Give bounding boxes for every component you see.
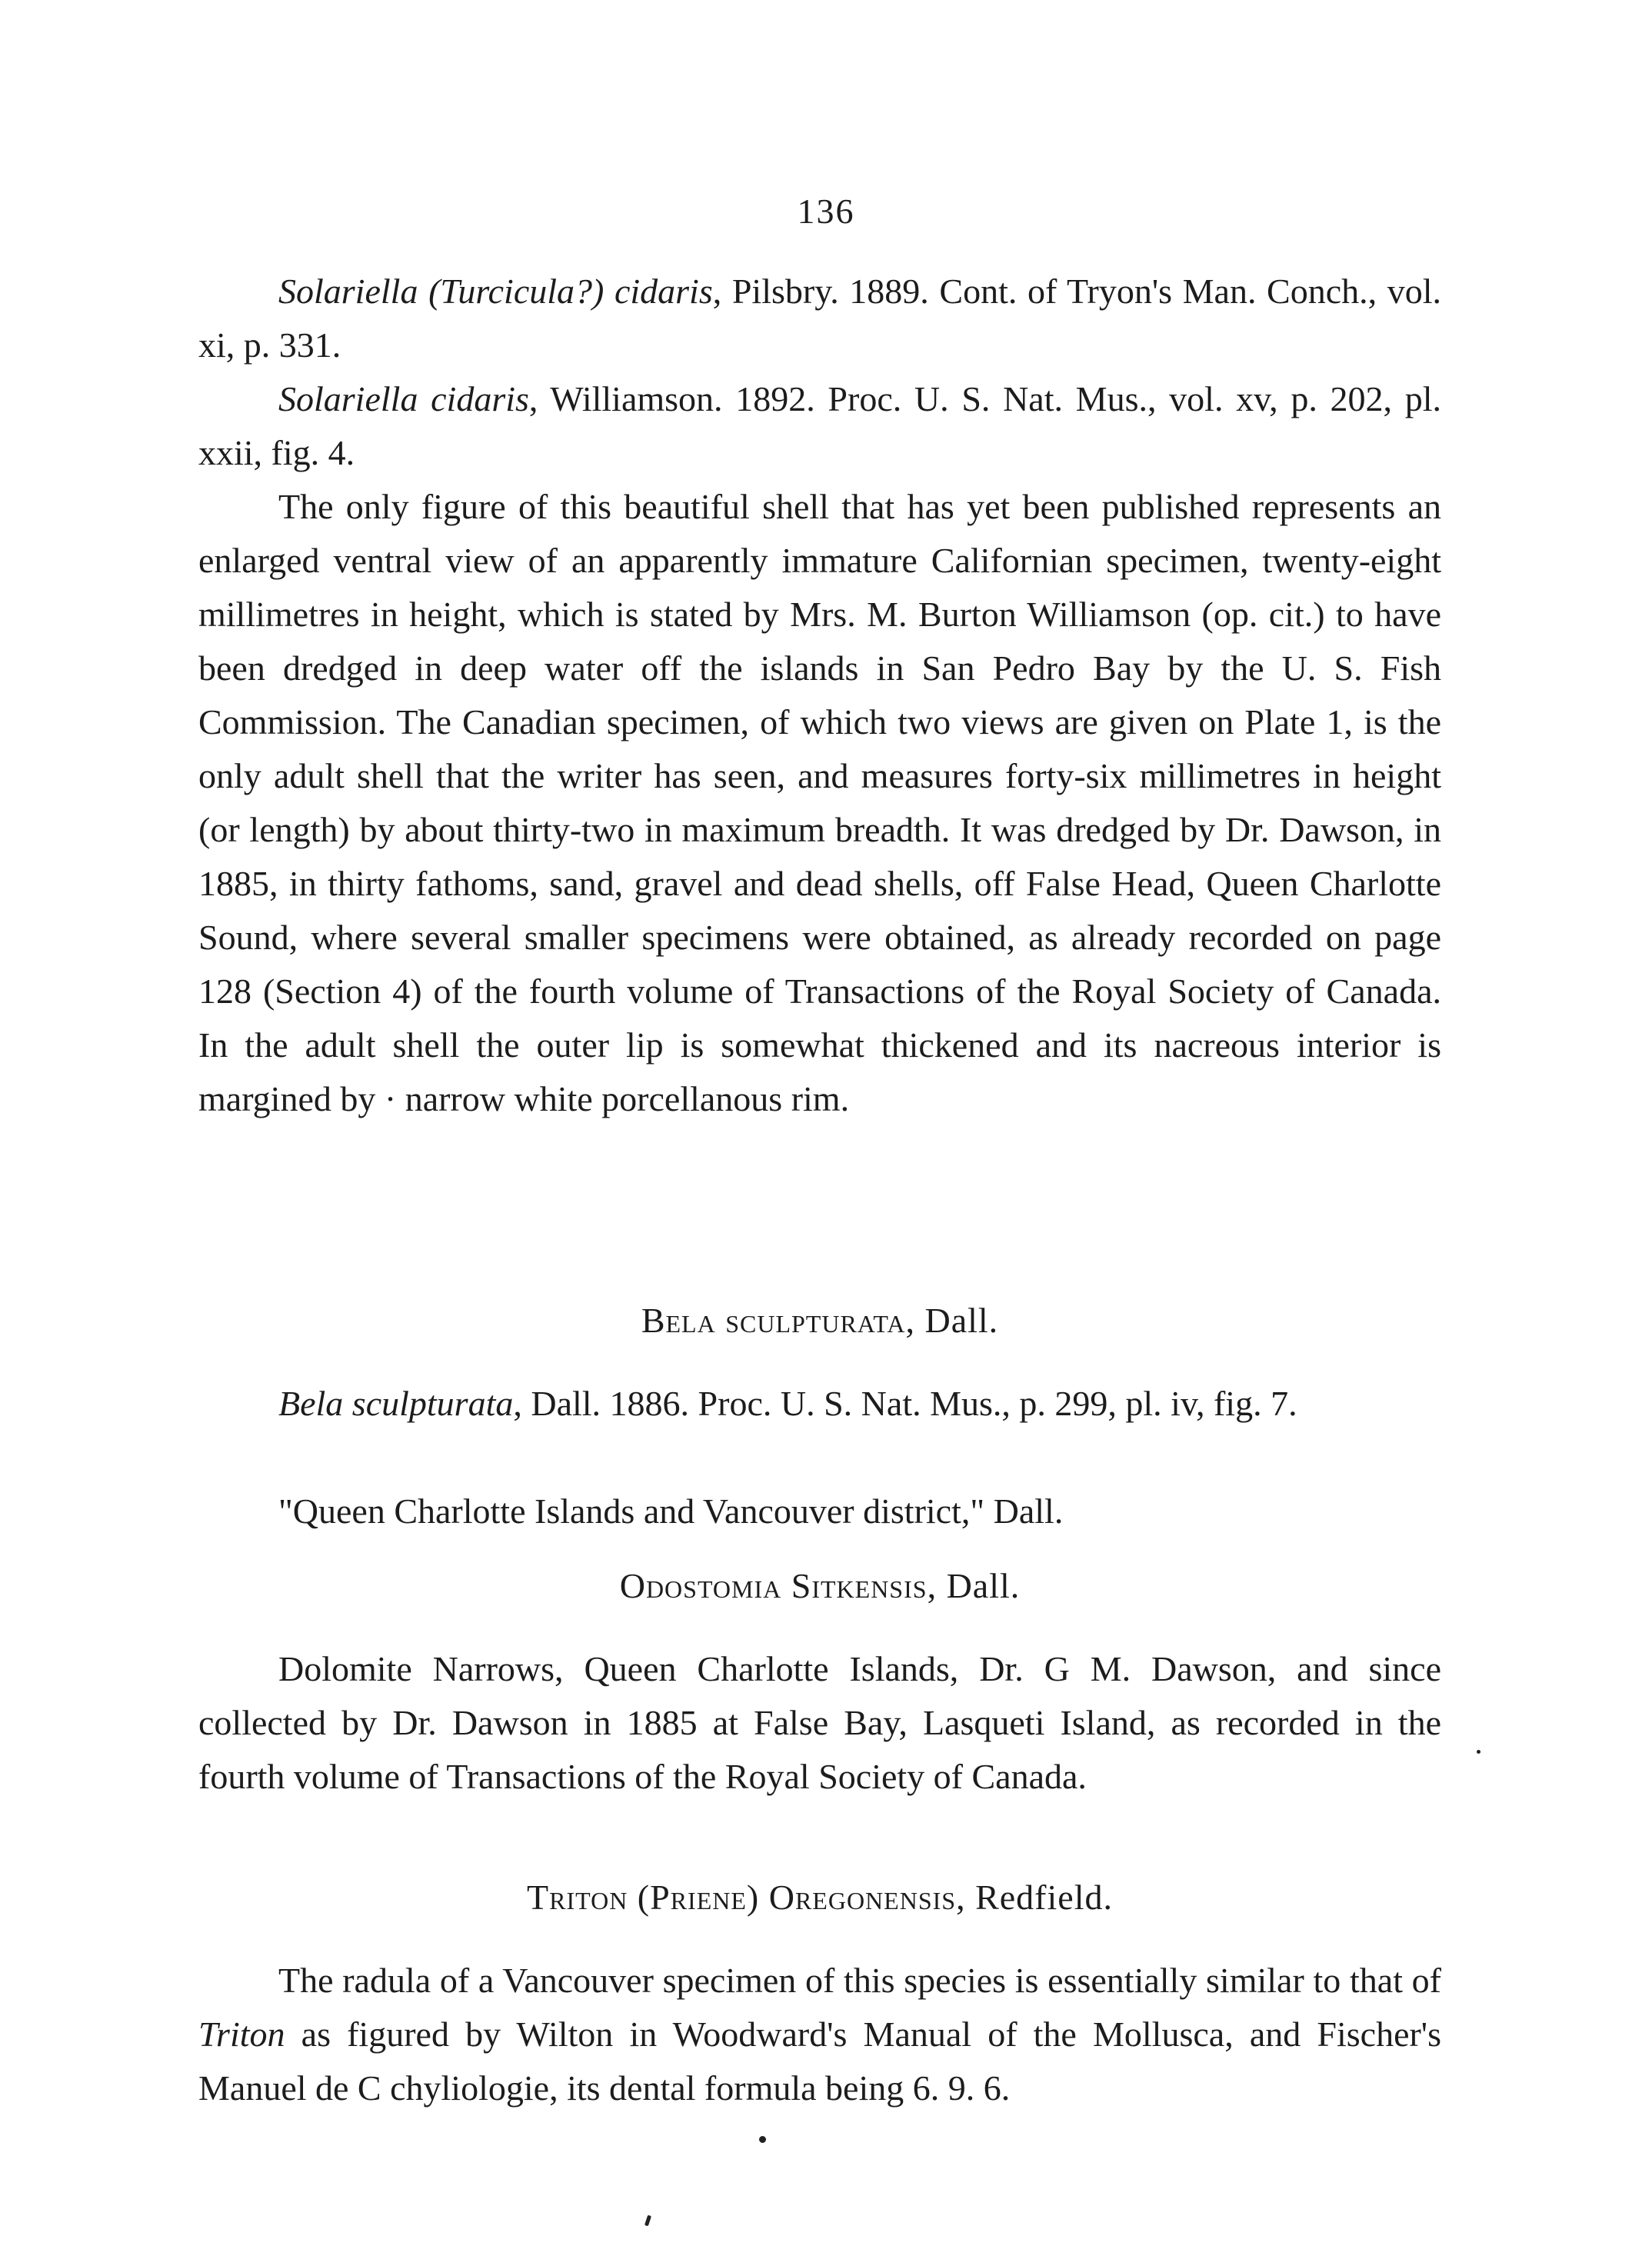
- body-text: The radula of a Vancouver specimen of this species is essentially similar to that of: [278, 1961, 1441, 2000]
- paragraph-triton-radula: [198, 1954, 1441, 2115]
- reference-solariella-pilsbry: [198, 265, 1441, 372]
- scan-speck: [644, 2215, 651, 2227]
- quote-bela-locality: [198, 1485, 1441, 1538]
- locality-quote: "Queen Charlotte Islands and Vancouver district," Dall.: [278, 1491, 1064, 1531]
- scan-speck: [1477, 1750, 1480, 1754]
- taxon-name: Solariella cidaris: [278, 379, 529, 418]
- taxon-name: Bela sculpturata: [278, 1384, 514, 1423]
- taxon-name: Triton: [198, 2014, 285, 2054]
- body-text: as figured by Wilton in Woodward's Manual of the Mollusca, and Fischer's Manuel de C chyliologie, its dental formula being 6. 9. 6.: [198, 2014, 1441, 2108]
- heading-author: , Dall.: [927, 1566, 1021, 1605]
- body-paragraph: The only figure of this beautiful shell that has yet been published represents an enlarged ventral view of an apparently immature Californian specimen, twenty-eight millimetres in height, which is stated by Mrs. M. Burton Williamson (op. cit.) to have been dredged in deep water off the islands in San Pedro Bay by the U. S. Fish Commission. The Canadian specimen, of which two views are given on Plate 1, is the only adult shell that the writer has seen, and measures forty-six millimetres in height (or length) by about thirty-two in maximum breadth. It was dredged by Dr. Dawson, in 1885, in thirty fathoms, sand, gravel and dead shells, off False Head, Queen Charlotte Sound, where several smaller specimens were obtained, as already recorded on page 128 (Section 4) of the fourth volume of Transactions of the Royal Society of Canada. In the adult shell the outer lip is somewhat thickened and its nacreous interior is margined by · narrow white porcellanous rim.: [198, 487, 1441, 1118]
- citation-text: , Pilsbry. 1889. Cont. of Tryon's Man. Conch., vol. xi, p. 331.: [198, 272, 1442, 365]
- section-heading-bela: [198, 1300, 1441, 1341]
- section-heading-triton: [198, 1877, 1441, 1918]
- page-number: 136: [797, 192, 855, 231]
- section-heading-odostomia: [198, 1565, 1441, 1606]
- body-paragraph: Dolomite Narrows, Queen Charlotte Islands, Dr. G M. Dawson, and since collected by Dr. Dawson in 1885 at False Bay, Lasqueti Island, as recorded in the fourth volume of Transactions of the Royal Society of Canada.: [198, 1649, 1441, 1796]
- reference-bela-dall: [198, 1377, 1441, 1431]
- heading-taxon: Odostomia Sitkensis: [619, 1566, 928, 1605]
- taxon-subgenus: (Turcicula?): [428, 272, 605, 311]
- heading-author: , Dall.: [905, 1301, 999, 1340]
- citation-text: , Dall. 1886. Proc. U. S. Nat. Mus., p. 299, pl. iv, fig. 7.: [513, 1384, 1297, 1423]
- heading-taxon: Bela sculpturata: [641, 1301, 906, 1340]
- taxon-species: cidaris: [614, 272, 713, 311]
- citation-text: , Williamson. 1892. Proc. U. S. Nat. Mus., vol. xv, p. 202, pl. xxii, fig. 4.: [198, 379, 1441, 472]
- taxon-name: Solariella: [278, 272, 418, 311]
- reference-solariella-williamson: [198, 372, 1441, 480]
- heading-taxon: Triton (Priene) Oregonensis: [527, 1878, 957, 1917]
- heading-author: , Redfield.: [956, 1878, 1113, 1917]
- paragraph-odostomia: [198, 1642, 1441, 1804]
- scan-speck: [759, 2136, 766, 2143]
- paragraph-solariella-description: [198, 480, 1441, 1126]
